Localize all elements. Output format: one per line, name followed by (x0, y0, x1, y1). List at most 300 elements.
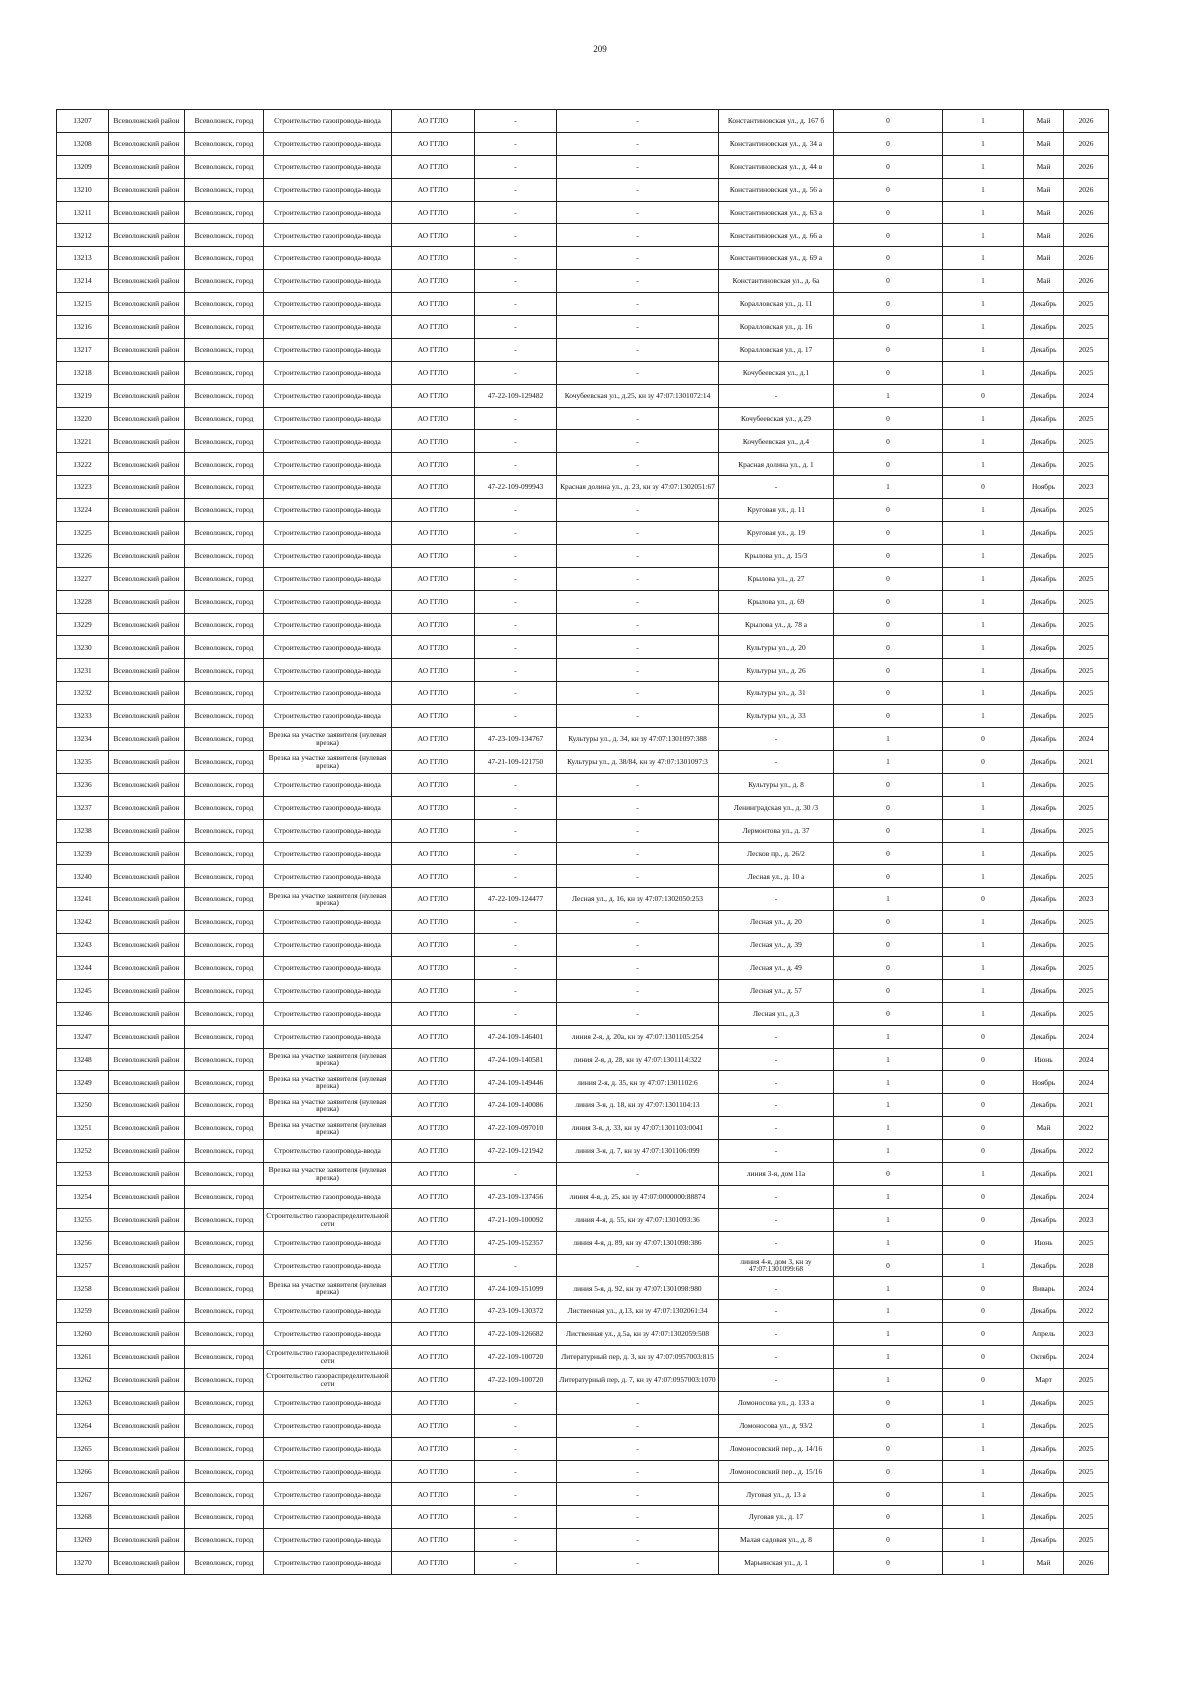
work-type-cell: Врезка на участке заявителя (нулевая врезка) (264, 1162, 392, 1185)
organization-cell: АО ГГЛО (392, 499, 475, 522)
object-address-cell: - (719, 1277, 834, 1300)
month-cell: Декабрь (1024, 567, 1064, 590)
value-a-cell: 1 (834, 1140, 943, 1163)
year-cell: 2025 (1064, 453, 1109, 476)
city-cell: Всеволожск, город (185, 1529, 264, 1552)
cadastral-address-cell: Красная долина ул., д. 23, кн зу 47:07:1302051:67 (557, 476, 719, 499)
city-cell: Всеволожск, город (185, 590, 264, 613)
cadastral-address-cell: - (557, 1483, 719, 1506)
object-address-cell: - (719, 1071, 834, 1094)
year-cell: 2025 (1064, 956, 1109, 979)
cadastral-address-cell: линия 3-я, д. 18, кн зу 47:07:1301104:13 (557, 1094, 719, 1117)
row-number-cell: 13257 (57, 1254, 109, 1277)
organization-cell: АО ГГЛО (392, 407, 475, 430)
value-a-cell: 0 (834, 110, 943, 133)
organization-cell: АО ГГЛО (392, 865, 475, 888)
value-a-cell: 0 (834, 590, 943, 613)
work-type-cell: Строительство газопровода-ввода (264, 865, 392, 888)
object-address-cell: Константиновская ул., д. 44 в (719, 155, 834, 178)
city-cell: Всеволожск, город (185, 1368, 264, 1391)
object-address-cell: - (719, 384, 834, 407)
city-cell: Всеволожск, город (185, 773, 264, 796)
object-address-cell: - (719, 1185, 834, 1208)
contract-number-cell: 47-22-109-121942 (475, 1140, 557, 1163)
month-cell: Май (1024, 132, 1064, 155)
district-cell: Всеволожский район (109, 1323, 185, 1346)
organization-cell: АО ГГЛО (392, 1071, 475, 1094)
work-type-cell: Строительство газопровода-ввода (264, 1002, 392, 1025)
organization-cell: АО ГГЛО (392, 888, 475, 911)
work-type-cell: Строительство газопровода-ввода (264, 1414, 392, 1437)
work-type-cell: Строительство газопровода-ввода (264, 247, 392, 270)
city-cell: Всеволожск, город (185, 316, 264, 339)
organization-cell: АО ГГЛО (392, 705, 475, 728)
year-cell: 2025 (1064, 705, 1109, 728)
month-cell: Декабрь (1024, 407, 1064, 430)
row-number-cell: 13235 (57, 750, 109, 773)
table-row (57, 1414, 1109, 1437)
value-b-cell: 1 (943, 224, 1024, 247)
value-a-cell: 1 (834, 1208, 943, 1231)
cadastral-address-cell: - (557, 361, 719, 384)
city-cell: Всеволожск, город (185, 1323, 264, 1346)
object-address-cell: Лесная ул., д. 20 (719, 911, 834, 934)
district-cell: Всеволожский район (109, 979, 185, 1002)
object-address-cell: линия 3-я, дом 11а (719, 1162, 834, 1185)
year-cell: 2025 (1064, 1483, 1109, 1506)
value-a-cell: 0 (834, 567, 943, 590)
value-b-cell: 0 (943, 1277, 1024, 1300)
contract-number-cell: 47-22-109-099943 (475, 476, 557, 499)
district-cell: Всеволожский район (109, 1208, 185, 1231)
work-type-cell: Строительство газопровода-ввода (264, 1529, 392, 1552)
month-cell: Декабрь (1024, 361, 1064, 384)
organization-cell: АО ГГЛО (392, 1208, 475, 1231)
row-number-cell: 13227 (57, 567, 109, 590)
contract-number-cell: - (475, 819, 557, 842)
work-type-cell: Строительство газопровода-ввода (264, 430, 392, 453)
value-b-cell: 1 (943, 1414, 1024, 1437)
value-b-cell: 0 (943, 1071, 1024, 1094)
row-number-cell: 13240 (57, 865, 109, 888)
cadastral-address-cell: линия 3-я, д. 7, кн зу 47:07:1301106:099 (557, 1140, 719, 1163)
work-type-cell: Строительство газопровода-ввода (264, 476, 392, 499)
month-cell: Декабрь (1024, 773, 1064, 796)
object-address-cell: линия 4-я, дом 3, кн зу 47:07:1301099:68 (719, 1254, 834, 1277)
district-cell: Всеволожский район (109, 1460, 185, 1483)
contract-number-cell: - (475, 979, 557, 1002)
table-row (57, 522, 1109, 545)
value-a-cell: 0 (834, 361, 943, 384)
cadastral-address-cell: - (557, 1391, 719, 1414)
organization-cell: АО ГГЛО (392, 155, 475, 178)
table-row (57, 1483, 1109, 1506)
organization-cell: АО ГГЛО (392, 522, 475, 545)
district-cell: Всеволожский район (109, 1391, 185, 1414)
city-cell: Всеволожск, город (185, 636, 264, 659)
table-row (57, 430, 1109, 453)
month-cell: Май (1024, 224, 1064, 247)
object-address-cell: Коралловская ул., д. 16 (719, 316, 834, 339)
year-cell: 2025 (1064, 544, 1109, 567)
month-cell: Май (1024, 247, 1064, 270)
row-number-cell: 13266 (57, 1460, 109, 1483)
table-row (57, 338, 1109, 361)
object-address-cell: - (719, 1368, 834, 1391)
work-type-cell: Строительство газопровода-ввода (264, 132, 392, 155)
row-number-cell: 13258 (57, 1277, 109, 1300)
month-cell: Июнь (1024, 1048, 1064, 1071)
organization-cell: АО ГГЛО (392, 201, 475, 224)
month-cell: Ноябрь (1024, 1071, 1064, 1094)
year-cell: 2025 (1064, 430, 1109, 453)
city-cell: Всеволожск, город (185, 110, 264, 133)
year-cell: 2022 (1064, 1117, 1109, 1140)
object-address-cell: Красная долина ул., д. 1 (719, 453, 834, 476)
year-cell: 2024 (1064, 1346, 1109, 1369)
value-b-cell: 1 (943, 865, 1024, 888)
value-b-cell: 0 (943, 476, 1024, 499)
table-row (57, 1277, 1109, 1300)
organization-cell: АО ГГЛО (392, 224, 475, 247)
year-cell: 2021 (1064, 1162, 1109, 1185)
contract-number-cell: - (475, 1254, 557, 1277)
object-address-cell: Кочубеевская ул., д.29 (719, 407, 834, 430)
object-address-cell: Константиновская ул., д. 63 а (719, 201, 834, 224)
cadastral-address-cell: - (557, 911, 719, 934)
month-cell: Декабрь (1024, 430, 1064, 453)
value-b-cell: 0 (943, 1140, 1024, 1163)
year-cell: 2025 (1064, 934, 1109, 957)
object-address-cell: - (719, 1300, 834, 1323)
cadastral-address-cell: - (557, 155, 719, 178)
cadastral-address-cell: - (557, 338, 719, 361)
value-b-cell: 1 (943, 1460, 1024, 1483)
cadastral-address-cell: - (557, 956, 719, 979)
table-row (57, 1346, 1109, 1369)
row-number-cell: 13259 (57, 1300, 109, 1323)
year-cell: 2025 (1064, 1529, 1109, 1552)
contract-number-cell: - (475, 911, 557, 934)
district-cell: Всеволожский район (109, 453, 185, 476)
work-type-cell: Врезка на участке заявителя (нулевая врезка) (264, 888, 392, 911)
district-cell: Всеволожский район (109, 1483, 185, 1506)
table-row (57, 842, 1109, 865)
work-type-cell: Строительство газопровода-ввода (264, 1391, 392, 1414)
year-cell: 2022 (1064, 1300, 1109, 1323)
city-cell: Всеволожск, город (185, 224, 264, 247)
object-address-cell: - (719, 1208, 834, 1231)
year-cell: 2024 (1064, 1048, 1109, 1071)
row-number-cell: 13215 (57, 293, 109, 316)
organization-cell: АО ГГЛО (392, 1437, 475, 1460)
month-cell: Декабрь (1024, 1483, 1064, 1506)
contract-number-cell: - (475, 1002, 557, 1025)
cadastral-address-cell: линия 4-я, д. 89, кн зу 47:07:1301098:386 (557, 1231, 719, 1254)
contract-number-cell: - (475, 1391, 557, 1414)
table-row (57, 1094, 1109, 1117)
row-number-cell: 13252 (57, 1140, 109, 1163)
value-b-cell: 1 (943, 1506, 1024, 1529)
table-row (57, 956, 1109, 979)
organization-cell: АО ГГЛО (392, 1506, 475, 1529)
table-row (57, 659, 1109, 682)
city-cell: Всеволожск, город (185, 430, 264, 453)
work-type-cell: Строительство газопровода-ввода (264, 384, 392, 407)
value-a-cell: 1 (834, 1025, 943, 1048)
object-address-cell: Крылова ул., д. 78 а (719, 613, 834, 636)
district-cell: Всеволожский район (109, 110, 185, 133)
organization-cell: АО ГГЛО (392, 1254, 475, 1277)
district-cell: Всеволожский район (109, 1048, 185, 1071)
object-address-cell: Ломоносовский пер., д. 15/16 (719, 1460, 834, 1483)
month-cell: Май (1024, 178, 1064, 201)
object-address-cell: Крылова ул., д. 27 (719, 567, 834, 590)
year-cell: 2024 (1064, 1071, 1109, 1094)
row-number-cell: 13224 (57, 499, 109, 522)
row-number-cell: 13210 (57, 178, 109, 201)
value-b-cell: 0 (943, 1346, 1024, 1369)
contract-number-cell: 47-24-109-146401 (475, 1025, 557, 1048)
value-b-cell: 1 (943, 1552, 1024, 1575)
value-b-cell: 0 (943, 1368, 1024, 1391)
contract-number-cell: 47-25-109-152357 (475, 1231, 557, 1254)
row-number-cell: 13228 (57, 590, 109, 613)
value-a-cell: 0 (834, 132, 943, 155)
city-cell: Всеволожск, город (185, 1048, 264, 1071)
value-b-cell: 1 (943, 1483, 1024, 1506)
cadastral-address-cell: - (557, 567, 719, 590)
registry-body (57, 110, 1109, 1575)
city-cell: Всеволожск, город (185, 613, 264, 636)
city-cell: Всеволожск, город (185, 1254, 264, 1277)
month-cell: Декабрь (1024, 1300, 1064, 1323)
district-cell: Всеволожский район (109, 1231, 185, 1254)
table-row (57, 773, 1109, 796)
value-a-cell: 1 (834, 1346, 943, 1369)
year-cell: 2024 (1064, 1025, 1109, 1048)
month-cell: Декабрь (1024, 522, 1064, 545)
cadastral-address-cell: линия 3-я, д. 33, кн зу 47:07:1301103:0041 (557, 1117, 719, 1140)
year-cell: 2026 (1064, 178, 1109, 201)
work-type-cell: Строительство газопровода-ввода (264, 682, 392, 705)
contract-number-cell: - (475, 682, 557, 705)
year-cell: 2024 (1064, 1185, 1109, 1208)
month-cell: Май (1024, 110, 1064, 133)
row-number-cell: 13234 (57, 728, 109, 751)
month-cell: Декабрь (1024, 1460, 1064, 1483)
value-b-cell: 0 (943, 384, 1024, 407)
row-number-cell: 13241 (57, 888, 109, 911)
city-cell: Всеволожск, город (185, 796, 264, 819)
object-address-cell: Лесная ул., д.3 (719, 1002, 834, 1025)
table-row (57, 1529, 1109, 1552)
work-type-cell: Строительство газопровода-ввода (264, 1506, 392, 1529)
row-number-cell: 13270 (57, 1552, 109, 1575)
cadastral-address-cell: Лесная ул., д. 16, кн зу 47:07:1302050:253 (557, 888, 719, 911)
district-cell: Всеволожский район (109, 934, 185, 957)
value-a-cell: 0 (834, 865, 943, 888)
work-type-cell: Строительство газопровода-ввода (264, 842, 392, 865)
object-address-cell: - (719, 1094, 834, 1117)
month-cell: Апрель (1024, 1323, 1064, 1346)
row-number-cell: 13218 (57, 361, 109, 384)
object-address-cell: - (719, 1346, 834, 1369)
organization-cell: АО ГГЛО (392, 384, 475, 407)
contract-number-cell: - (475, 155, 557, 178)
city-cell: Всеволожск, город (185, 132, 264, 155)
work-type-cell: Строительство газопровода-ввода (264, 293, 392, 316)
month-cell: Декабрь (1024, 544, 1064, 567)
value-a-cell: 0 (834, 1529, 943, 1552)
value-b-cell: 0 (943, 888, 1024, 911)
table-row (57, 1071, 1109, 1094)
cadastral-address-cell: Литературный пер, д. 3, кн зу 47:07:0957003:815 (557, 1346, 719, 1369)
cadastral-address-cell: - (557, 1460, 719, 1483)
district-cell: Всеволожский район (109, 567, 185, 590)
object-address-cell: Лесная ул., д. 57 (719, 979, 834, 1002)
cadastral-address-cell: - (557, 1529, 719, 1552)
table-row (57, 247, 1109, 270)
value-b-cell: 1 (943, 1254, 1024, 1277)
row-number-cell: 13207 (57, 110, 109, 133)
cadastral-address-cell: линия 5-я, д. 92, кн зу 47:07:1301098:980 (557, 1277, 719, 1300)
district-cell: Всеволожский район (109, 224, 185, 247)
value-b-cell: 1 (943, 270, 1024, 293)
value-a-cell: 1 (834, 1368, 943, 1391)
object-address-cell: - (719, 1323, 834, 1346)
organization-cell: АО ГГЛО (392, 132, 475, 155)
page-number: 209 (593, 44, 607, 54)
table-row (57, 499, 1109, 522)
value-a-cell: 0 (834, 270, 943, 293)
value-a-cell: 0 (834, 293, 943, 316)
city-cell: Всеволожск, город (185, 270, 264, 293)
row-number-cell: 13251 (57, 1117, 109, 1140)
organization-cell: АО ГГЛО (392, 1368, 475, 1391)
contract-number-cell: - (475, 361, 557, 384)
work-type-cell: Строительство газопровода-ввода (264, 1025, 392, 1048)
organization-cell: АО ГГЛО (392, 773, 475, 796)
object-address-cell: Константиновская ул., д. 6а (719, 270, 834, 293)
contract-number-cell: - (475, 224, 557, 247)
value-b-cell: 1 (943, 293, 1024, 316)
contract-number-cell: 47-21-109-100092 (475, 1208, 557, 1231)
value-a-cell: 1 (834, 750, 943, 773)
contract-number-cell: - (475, 1162, 557, 1185)
district-cell: Всеволожский район (109, 728, 185, 751)
month-cell: Май (1024, 201, 1064, 224)
contract-number-cell: - (475, 544, 557, 567)
value-a-cell: 0 (834, 247, 943, 270)
cadastral-address-cell: - (557, 1506, 719, 1529)
contract-number-cell: - (475, 453, 557, 476)
value-a-cell: 0 (834, 796, 943, 819)
month-cell: Июнь (1024, 1231, 1064, 1254)
city-cell: Всеволожск, город (185, 1346, 264, 1369)
organization-cell: АО ГГЛО (392, 567, 475, 590)
contract-number-cell: - (475, 865, 557, 888)
work-type-cell: Врезка на участке заявителя (нулевая врезка) (264, 750, 392, 773)
value-a-cell: 1 (834, 728, 943, 751)
work-type-cell: Врезка на участке заявителя (нулевая врезка) (264, 1277, 392, 1300)
object-address-cell: Луговая ул., д. 13 а (719, 1483, 834, 1506)
work-type-cell: Строительство газопровода-ввода (264, 1460, 392, 1483)
value-b-cell: 1 (943, 590, 1024, 613)
cadastral-address-cell: - (557, 1437, 719, 1460)
district-cell: Всеволожский район (109, 361, 185, 384)
value-a-cell: 0 (834, 1254, 943, 1277)
month-cell: Декабрь (1024, 1391, 1064, 1414)
work-type-cell: Врезка на участке заявителя (нулевая врезка) (264, 728, 392, 751)
month-cell: Декабрь (1024, 293, 1064, 316)
city-cell: Всеволожск, город (185, 476, 264, 499)
work-type-cell: Строительство газопровода-ввода (264, 911, 392, 934)
value-b-cell: 1 (943, 1529, 1024, 1552)
cadastral-address-cell: - (557, 201, 719, 224)
month-cell: Декабрь (1024, 911, 1064, 934)
city-cell: Всеволожск, город (185, 1300, 264, 1323)
table-row (57, 201, 1109, 224)
organization-cell: АО ГГЛО (392, 1185, 475, 1208)
contract-number-cell: - (475, 247, 557, 270)
value-a-cell: 0 (834, 705, 943, 728)
organization-cell: АО ГГЛО (392, 1483, 475, 1506)
object-address-cell: Кочубеевская ул., д.1 (719, 361, 834, 384)
value-b-cell: 0 (943, 1231, 1024, 1254)
contract-number-cell: 47-24-109-140581 (475, 1048, 557, 1071)
row-number-cell: 13269 (57, 1529, 109, 1552)
city-cell: Всеволожск, город (185, 1460, 264, 1483)
city-cell: Всеволожск, город (185, 819, 264, 842)
city-cell: Всеволожск, город (185, 1025, 264, 1048)
district-cell: Всеволожский район (109, 842, 185, 865)
district-cell: Всеволожский район (109, 201, 185, 224)
object-address-cell: Крылова ул., д. 15/3 (719, 544, 834, 567)
city-cell: Всеволожск, город (185, 522, 264, 545)
cadastral-address-cell: - (557, 705, 719, 728)
district-cell: Всеволожский район (109, 1506, 185, 1529)
organization-cell: АО ГГЛО (392, 1323, 475, 1346)
work-type-cell: Строительство газораспределительной сети (264, 1368, 392, 1391)
value-a-cell: 0 (834, 842, 943, 865)
cadastral-address-cell: - (557, 659, 719, 682)
city-cell: Всеволожск, город (185, 1414, 264, 1437)
organization-cell: АО ГГЛО (392, 1025, 475, 1048)
work-type-cell: Строительство газопровода-ввода (264, 316, 392, 339)
city-cell: Всеволожск, город (185, 1437, 264, 1460)
value-a-cell: 0 (834, 659, 943, 682)
value-b-cell: 0 (943, 728, 1024, 751)
object-address-cell: Круговая ул., д. 19 (719, 522, 834, 545)
value-a-cell: 0 (834, 178, 943, 201)
organization-cell: АО ГГЛО (392, 728, 475, 751)
cadastral-address-cell: Культуры ул., д. 34, кн зу 47:07:1301097:388 (557, 728, 719, 751)
year-cell: 2025 (1064, 979, 1109, 1002)
object-address-cell: Культуры ул., д. 26 (719, 659, 834, 682)
row-number-cell: 13233 (57, 705, 109, 728)
organization-cell: АО ГГЛО (392, 1552, 475, 1575)
work-type-cell: Врезка на участке заявителя (нулевая врезка) (264, 1094, 392, 1117)
table-row (57, 613, 1109, 636)
cadastral-address-cell: - (557, 1414, 719, 1437)
city-cell: Всеволожск, город (185, 888, 264, 911)
month-cell: Декабрь (1024, 979, 1064, 1002)
organization-cell: АО ГГЛО (392, 178, 475, 201)
value-a-cell: 0 (834, 956, 943, 979)
city-cell: Всеволожск, город (185, 1162, 264, 1185)
object-address-cell: Лесков пр., д. 26/2 (719, 842, 834, 865)
